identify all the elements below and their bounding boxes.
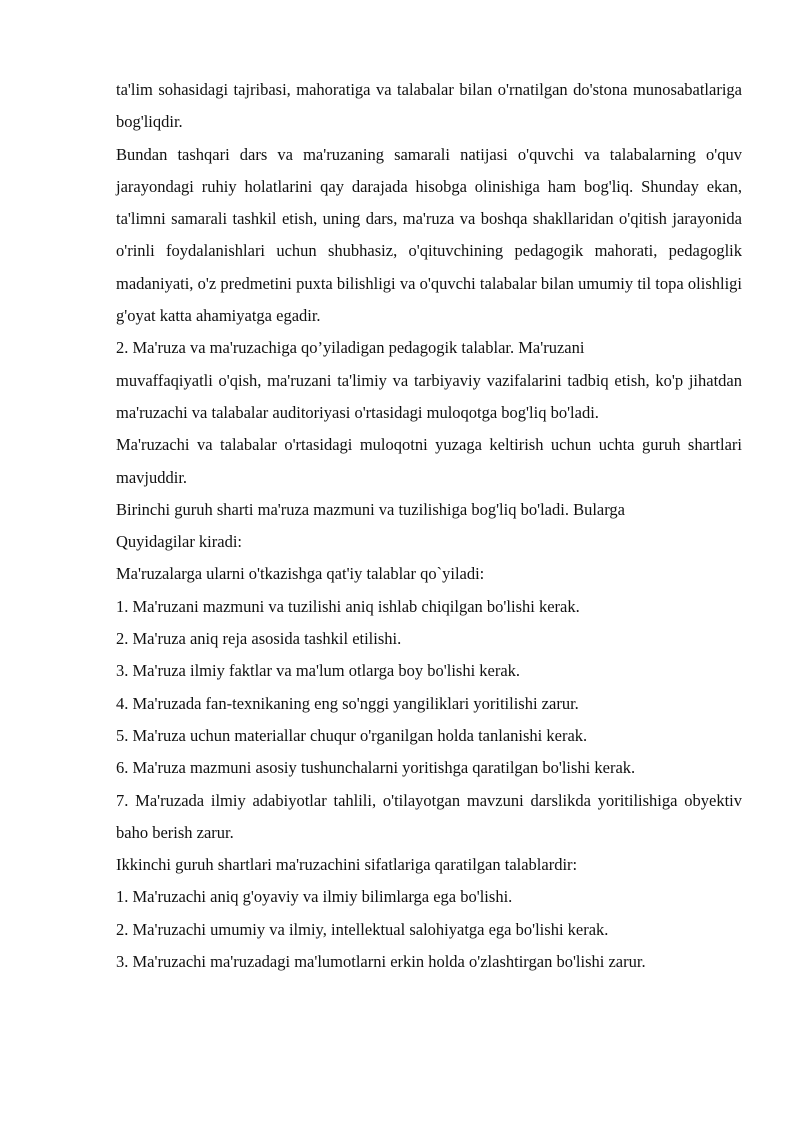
list-item: 7. Ma'ruzada ilmiy adabiyotlar tahlili, o'tilayotgan mavzuni darslikda yoritilishiga obyektiv baho berish zarur. xyxy=(116,790,742,842)
paragraph-three-groups: Ma'ruzachi va talabalar o'rtasidagi muloqotni yuzaga keltirish uchun uchta guruh shartlari mavjuddir. xyxy=(116,435,742,487)
list-item: 2. Ma'ruzachi umumiy va ilmiy, intellektual salohiyatga ega bo'lishi kerak. xyxy=(116,919,609,939)
paragraph-includes: Quyidagilar kiradi: xyxy=(116,532,243,552)
paragraph-intro-continuation: ta'lim sohasidagi tajribasi, mahoratiga va talabalar bilan o'rnatilgan do'stona munosabatlariga bog'liqdir. xyxy=(116,80,742,132)
list-item: 2. Ma'ruza aniq reja asosida tashkil etilishi. xyxy=(116,629,402,649)
paragraph-second-group: Ikkinchi guruh shartlari ma'ruzachini sifatlariga qaratilgan talablardir: xyxy=(116,855,578,875)
paragraph-lesson-effectiveness: Bundan tashqari dars va ma'ruzaning samarali natijasi o'quvchi va talabalarning o'quv jarayondagi ruhiy holatlarini qay darajada hisobga olinishiga ham bog'liq. Shunday ekan, ta'limni samarali tashkil etish, uning dars, ma'ruza va boshqa shakllaridan o'qitish jarayonida o'rinli foydalanishlari uchun shubhasiz, o'qituvchining pedagogik mahorati, pedagoglik madaniyati, o'z predmetini puxta bilishligi va o'quvchi talabalar bilan umumiy til topa olishligi g'oyat katta ahamiyatga egadir. xyxy=(116,144,742,326)
list-item: 5. Ma'ruza uchun materiallar chuqur o'rganilgan holda tanlanishi kerak. xyxy=(116,725,588,745)
paragraph-first-group: Birinchi guruh sharti ma'ruza mazmuni va tuzilishiga bog'liq bo'ladi. Bularga xyxy=(116,499,626,519)
list-item: 1. Ma'ruzachi aniq g'oyaviy va ilmiy bilimlarga ega bo'lishi. xyxy=(116,887,513,907)
list-item: 1. Ma'ruzani mazmuni va tuzilishi aniq ishlab chiqilgan bo'lishi kerak. xyxy=(116,596,580,616)
paragraph-lecture-success: muvaffaqiyatli o'qish, ma'ruzani ta'limiy va tarbiyaviy vazifalarini tadbiq etish, ko'p jihatdan ma'ruzachi va talabalar auditoriyasi o'rtasidagi muloqotga bog'liq bo'ladi. xyxy=(116,370,742,422)
paragraph-strict-requirements: Ma'ruzalarga ularni o'tkazishga qat'iy talablar qo`yiladi: xyxy=(116,564,485,584)
document-body xyxy=(116,74,742,978)
list-item: 3. Ma'ruzachi ma'ruzadagi ma'lumotlarni erkin holda o'zlashtirgan bo'lishi zarur. xyxy=(116,952,646,972)
section-heading-lecture-requirements: 2. Ma'ruza va ma'ruzachiga qo’yiladigan pedagogik talablar. Ma'ruzani xyxy=(116,338,585,358)
list-item: 6. Ma'ruza mazmuni asosiy tushunchalarni yoritishga qaratilgan bo'lishi kerak. xyxy=(116,758,636,778)
list-item: 4. Ma'ruzada fan-texnikaning eng so'nggi yangiliklari yoritilishi zarur. xyxy=(116,693,579,713)
list-item: 3. Ma'ruza ilmiy faktlar va ma'lum otlarga boy bo'lishi kerak. xyxy=(116,661,521,681)
